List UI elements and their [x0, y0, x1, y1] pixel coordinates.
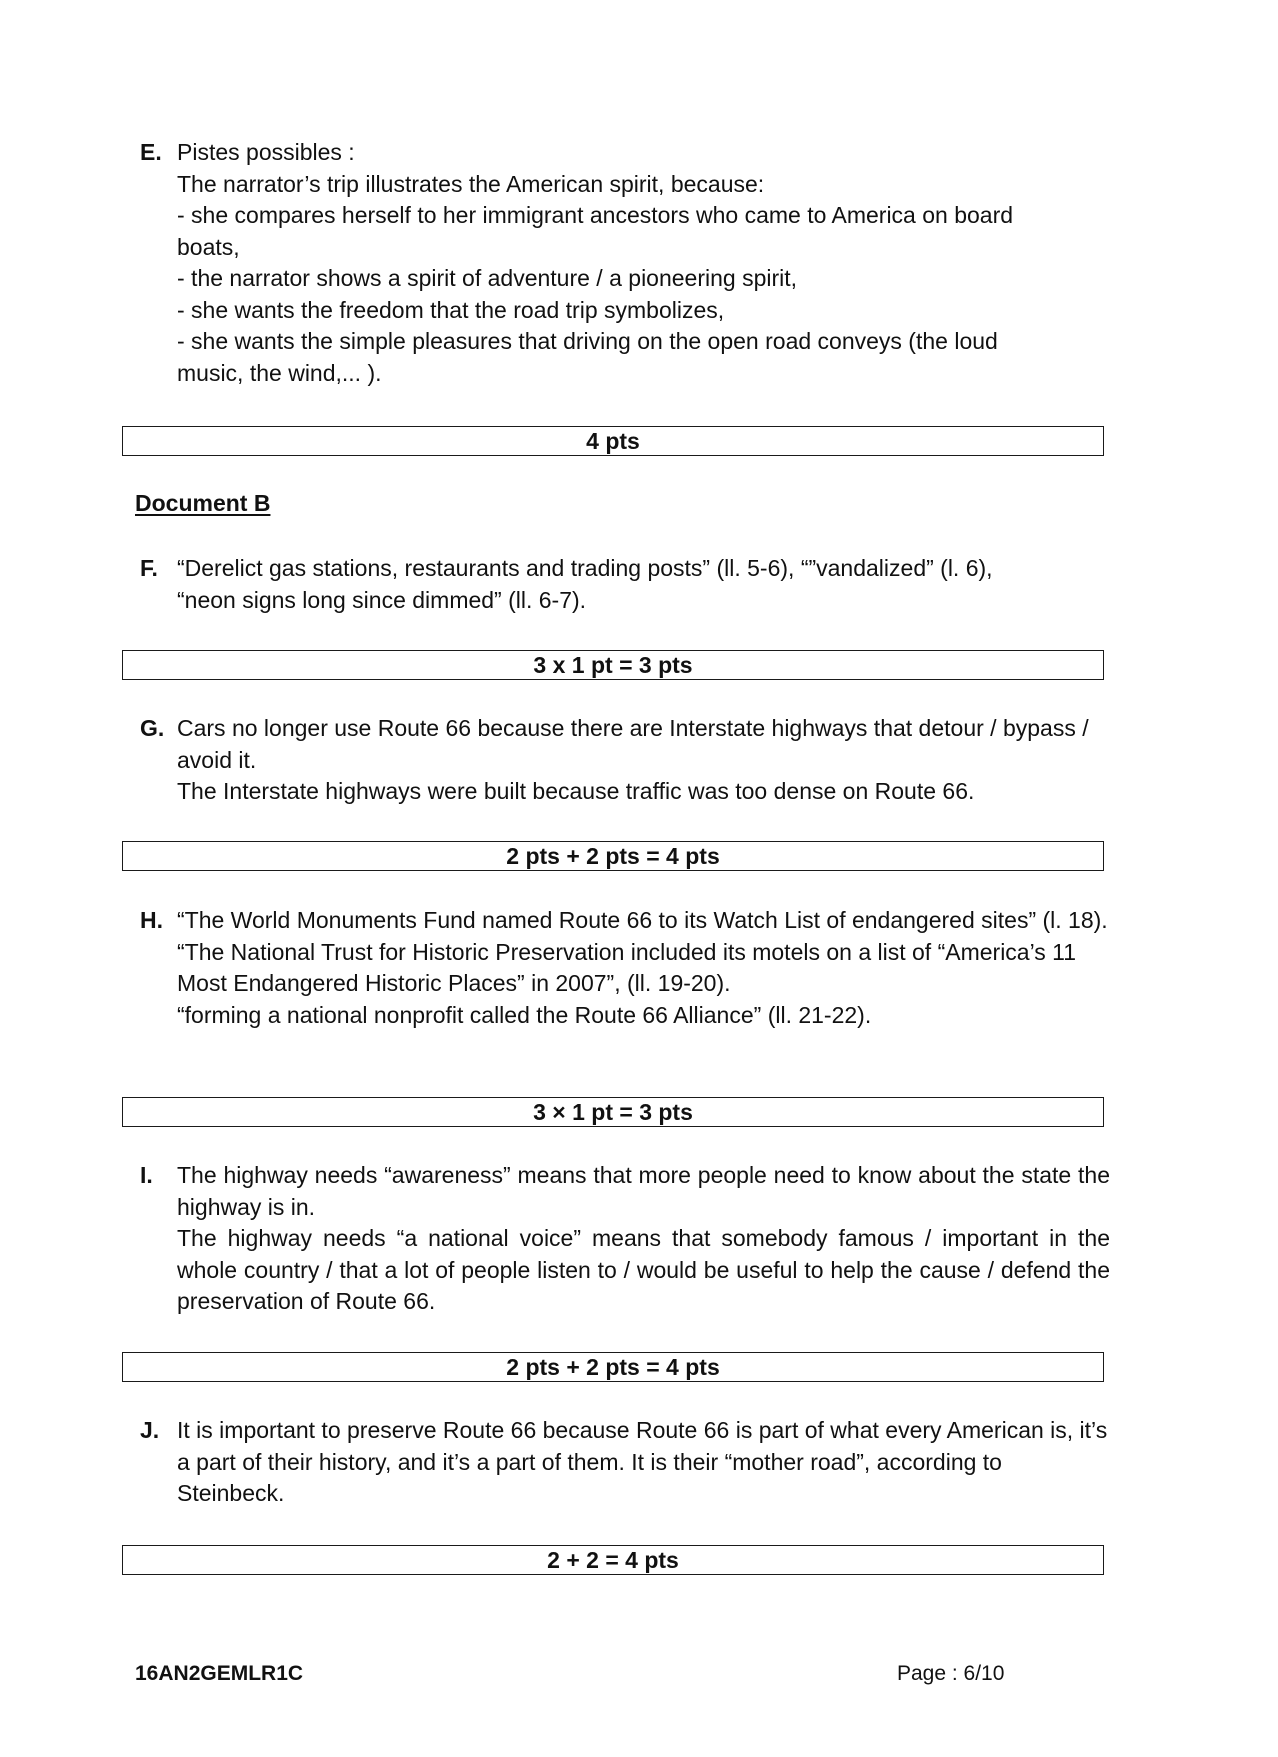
- answer-line: - the narrator shows a spirit of adventure / a pioneering spirit,: [177, 265, 798, 291]
- points-box-j: 2 + 2 = 4 pts: [122, 1545, 1104, 1575]
- answer-letter: J.: [140, 1417, 160, 1443]
- answer-letter: H.: [140, 907, 163, 933]
- answer-line: - she wants the freedom that the road trip symbolizes,: [177, 296, 725, 323]
- answer-line: - she wants the simple pleasures that driving on the open road conveys (the loud music, the wind,... ).: [177, 328, 998, 386]
- answer-line: Cars no longer use Route 66 because there are Interstate highways that detour / bypass / avoid it.: [177, 715, 1089, 773]
- answer-line: “The National Trust for Historic Preservation included its motels on a list of “America’s 11 Most Endangered Historic Places” in 2007”, (ll. 19-20).: [177, 938, 1077, 996]
- points-box-e: 4 pts: [122, 426, 1104, 456]
- answer-i: [135, 1160, 1110, 1318]
- answer-g: [135, 713, 1110, 808]
- answer-line: Pistes possibles :: [177, 139, 355, 165]
- answer-line: The highway needs “awareness” means that more people need to know about the state the highway is in.: [177, 1162, 1110, 1220]
- answer-text: [177, 1160, 1110, 1318]
- answer-f: [135, 553, 1015, 616]
- answer-h: [135, 905, 1110, 1031]
- points-box-f: 3 x 1 pt = 3 pts: [122, 650, 1104, 680]
- answer-text: [177, 137, 1070, 389]
- answer-letter: G.: [140, 715, 165, 741]
- answer-text: [177, 905, 1110, 1031]
- document-code: 16AN2GEMLR1C: [135, 1662, 304, 1685]
- answer-line: The narrator’s trip illustrates the American spirit, because:: [177, 170, 765, 197]
- answer-line: The highway needs “a national voice” means that somebody famous / important in the whole country / that a lot of people listen to / would be useful to help the cause / defend the preservation of Route 66.: [177, 1225, 1110, 1314]
- answer-e: [135, 137, 1070, 389]
- answer-j: [135, 1415, 1110, 1510]
- document-b-heading: Document B: [135, 490, 271, 516]
- answer-line: The Interstate highways were built because traffic was too dense on Route 66.: [177, 778, 975, 804]
- answer-letter: F.: [140, 555, 158, 581]
- points-box-h: 3 × 1 pt = 3 pts: [122, 1097, 1104, 1127]
- answer-line: It is important to preserve Route 66 because Route 66 is part of what every American is, it’s a part of their history, and it’s a part of them. It is their “mother road”, according to Steinbeck.: [177, 1417, 1108, 1506]
- answer-text: [177, 553, 1015, 616]
- answer-line: “Derelict gas stations, restaurants and trading posts” (ll. 5-6), “”vandalized” (l. 6), “neon signs long since dimmed” (ll. 6-7).: [177, 555, 993, 613]
- answer-line: - she compares herself to her immigrant ancestors who came to America on board boats,: [177, 202, 1014, 260]
- points-box-i: 2 pts + 2 pts = 4 pts: [122, 1352, 1104, 1382]
- page-number: Page : 6/10: [897, 1662, 1005, 1685]
- answer-text: [177, 1415, 1110, 1510]
- points-box-g: 2 pts + 2 pts = 4 pts: [122, 841, 1104, 871]
- answer-letter: I.: [140, 1162, 153, 1188]
- answer-line: “forming a national nonprofit called the Route 66 Alliance” (ll. 21-22).: [177, 1001, 872, 1028]
- answer-letter: E.: [140, 139, 162, 165]
- answer-text: [177, 713, 1110, 808]
- answer-line: “The World Monuments Fund named Route 66 to its Watch List of endangered sites” (l. 18).: [177, 907, 1108, 933]
